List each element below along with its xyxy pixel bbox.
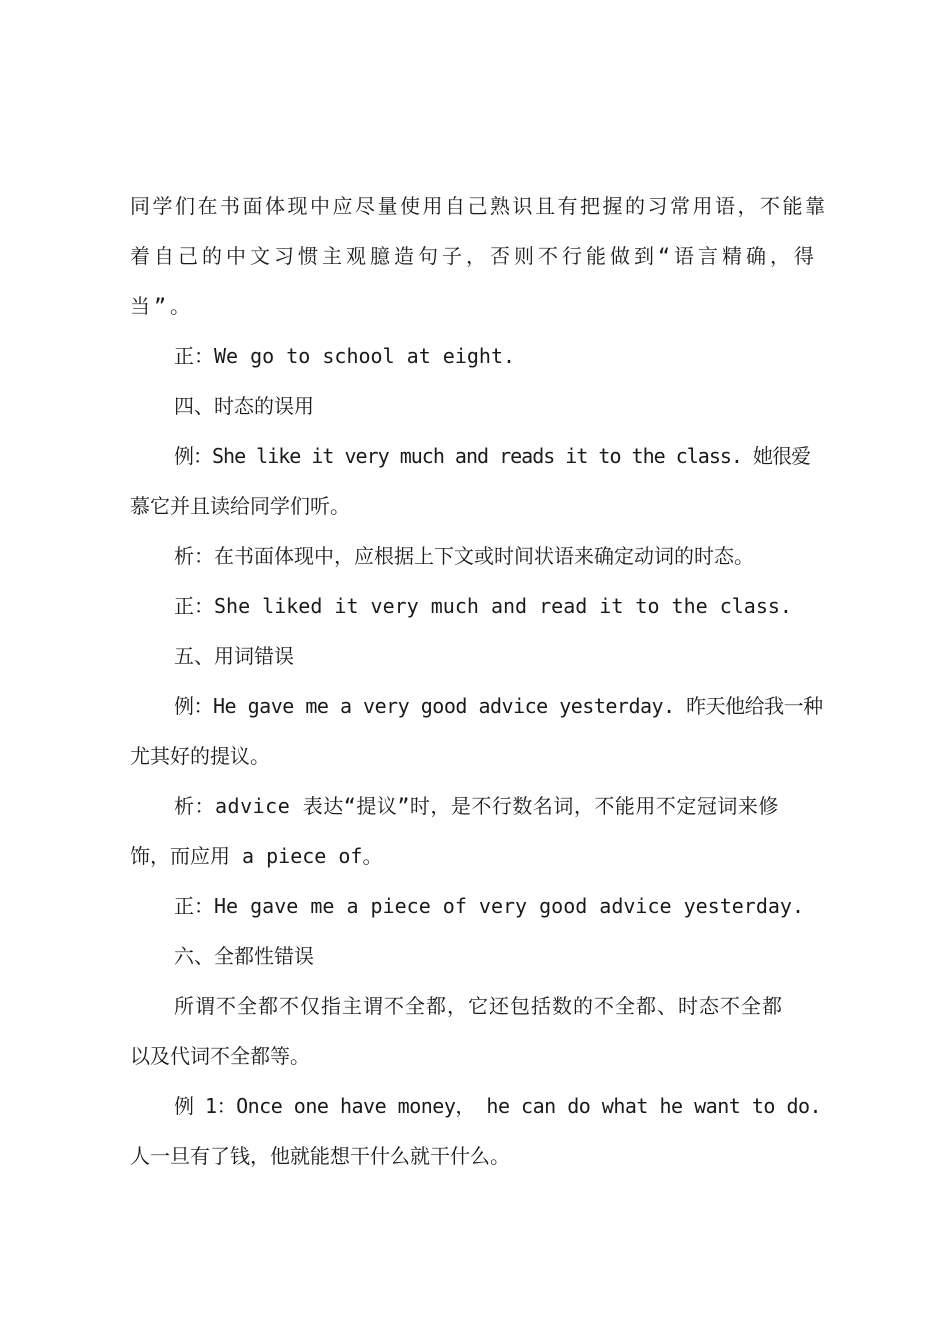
example-agreement-line-2: 人一旦有了钱，他就能想干什么就干什么。: [130, 1144, 510, 1168]
paragraph-intro-line-2: 着自己的中文习惯主观臆造句子，否则不行能做到“语言精确，得: [130, 244, 819, 268]
section-heading-word-usage: 五、用词错误: [174, 644, 294, 668]
example-word-usage-line-1: 例：He gave me a very good advice yesterday. 昨天他给我一种: [174, 694, 823, 718]
correct-sentence-word-usage: 正：He gave me a piece of very good advice yesterday.: [174, 894, 805, 918]
example-tense-line-2: 慕它并且读给同学们听。: [130, 494, 350, 518]
analysis-word-usage-line-1: 析：advice 表达“提议”时，是不行数名词，不能用不定冠词来修: [174, 794, 779, 818]
section-heading-agreement: 六、全都性错误: [174, 944, 314, 968]
paragraph-intro-line-1: 同学们在书面体现中应尽量使用自己熟识且有把握的习常用语，不能靠: [130, 194, 828, 218]
correct-sentence-tense: 正：She liked it very much and read it to the class.: [174, 594, 792, 618]
analysis-tense: 析：在书面体现中，应根据上下文或时间状语来确定动词的时态。: [174, 544, 754, 568]
example-word-usage-line-2: 尤其好的提议。: [130, 744, 270, 768]
description-agreement-line-1: 所谓不全都不仅指主谓不全都，它还包括数的不全都、时态不全都: [174, 994, 783, 1018]
paragraph-intro-line-3: 当”。: [130, 294, 195, 318]
section-heading-tense: 四、时态的误用: [174, 394, 314, 418]
correct-sentence-1: 正：We go to school at eight.: [174, 344, 516, 368]
description-agreement-line-2: 以及代词不全都等。: [130, 1044, 310, 1068]
example-agreement-line-1: 例 1：Once one have money， he can do what he want to do.: [174, 1094, 822, 1118]
example-tense-line-1: 例：She like it very much and reads it to the class. 她很爱: [174, 444, 811, 468]
analysis-word-usage-line-2: 饰，而应用 a piece of。: [130, 844, 383, 868]
document-body: [130, 181, 830, 1181]
